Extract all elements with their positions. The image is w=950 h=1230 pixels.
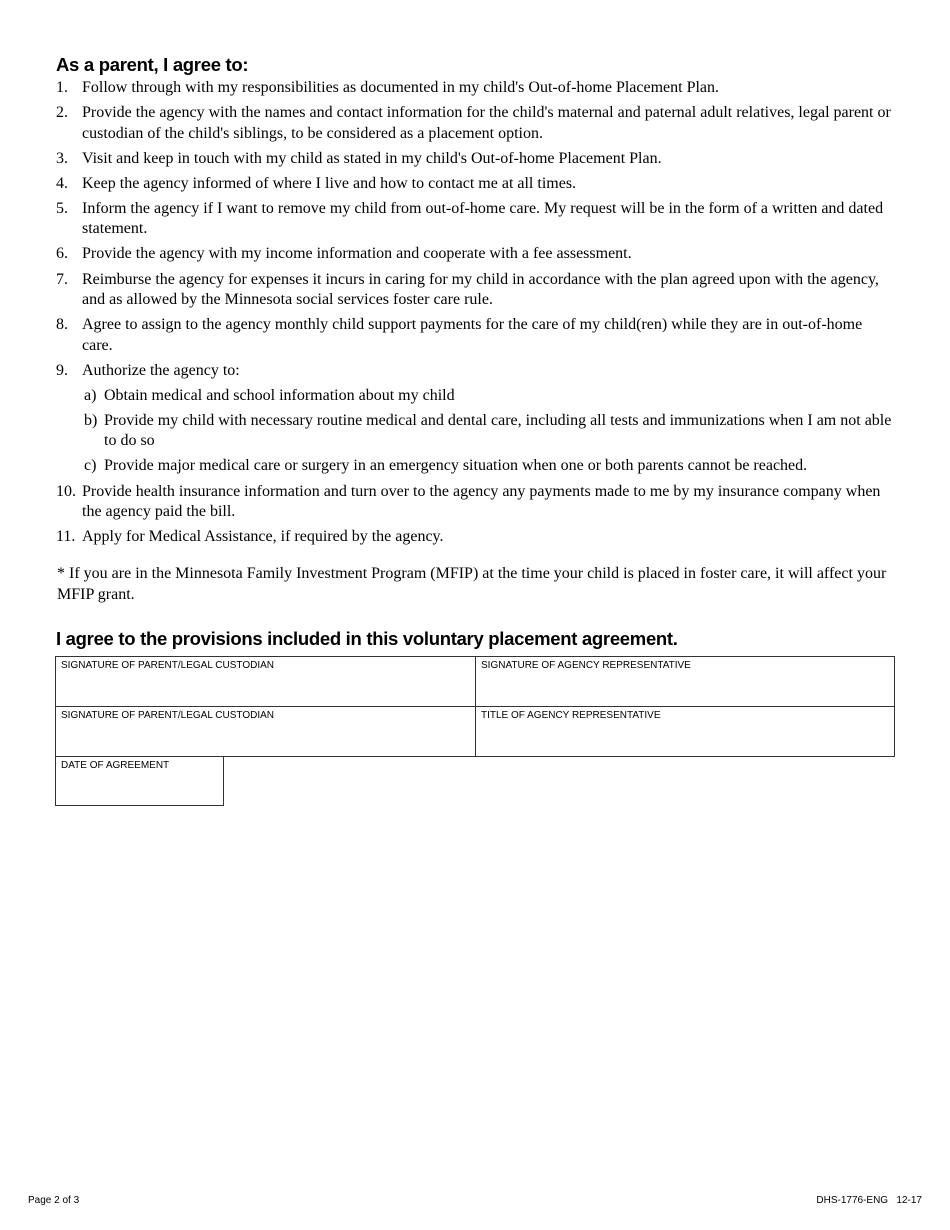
parent-agreement-heading: As a parent, I agree to:: [56, 54, 249, 75]
mfip-note: * If you are in the Minnesota Family Investment Program (MFIP) at the time your child is placed in foster care, it will affect your MFIP grant.: [57, 565, 887, 603]
parent-responsibilities-list: [56, 78, 892, 552]
parent-signature-field-2[interactable]: [55, 706, 476, 757]
item-number: 2.: [56, 104, 68, 122]
item-number: 8.: [56, 316, 68, 334]
list-item: [56, 103, 892, 144]
item-text: Reimburse the agency for expenses it incurs in caring for my child in accordance with the plan agreed upon with the agency, and as allowed by the Minnesota social services foster care rule.: [82, 270, 879, 309]
date-of-agreement-field[interactable]: [55, 756, 224, 806]
item-number: 4.: [56, 174, 68, 192]
authorization-sublist: [82, 386, 892, 477]
page-number: Page 2 of 3: [28, 1195, 80, 1206]
item-number: 5.: [56, 199, 68, 217]
item-text: Provide the agency with my income information and cooperate with a fee assessment.: [82, 245, 632, 263]
sub-item-text: Provide major medical care or surgery in an emergency situation when one or both parents cannot be reached.: [104, 457, 808, 475]
item-text: Follow through with my responsibilities as documented in my child's Out-of-home Placement Plan.: [82, 79, 720, 96]
item-text: Visit and keep in touch with my child as stated in my child's Out-of-home Placement Plan.: [82, 149, 662, 167]
item-text: Keep the agency informed of where I live and how to contact me at all times.: [82, 174, 577, 192]
list-item: [56, 199, 892, 240]
item-number: 6.: [56, 245, 68, 263]
agency-title-field[interactable]: [475, 706, 895, 757]
list-item: [56, 361, 892, 477]
sub-item-letter: c): [84, 457, 97, 475]
sub-list-item: [82, 386, 892, 407]
item-number: 3.: [56, 149, 68, 167]
item-number: 10.: [56, 482, 76, 500]
field-label: SIGNATURE OF PARENT/LEGAL CUSTODIAN: [61, 710, 274, 721]
field-label: SIGNATURE OF AGENCY REPRESENTATIVE: [481, 660, 691, 671]
sub-item-letter: b): [84, 411, 98, 429]
agency-signature-field[interactable]: [475, 656, 895, 707]
item-number: 9.: [56, 361, 68, 379]
list-item: [56, 527, 892, 548]
list-item: [56, 149, 892, 170]
field-label: SIGNATURE OF PARENT/LEGAL CUSTODIAN: [61, 660, 274, 671]
sub-item-text: Provide my child with necessary routine medical and dental care, including all tests and immunizations when I am not able to do so: [104, 411, 892, 450]
sub-list-item: [82, 411, 892, 452]
form-id: DHS-1776-ENG 12-17: [816, 1195, 922, 1206]
item-text: Provide the agency with the names and contact information for the child's maternal and paternal adult relatives, legal parent or custodian of the child's siblings, to be considered as a placement option.: [82, 104, 891, 142]
list-item: [56, 174, 892, 195]
sub-item-text: Obtain medical and school information about my child: [104, 386, 455, 404]
item-text: Provide health insurance information and turn over to the agency any payments made to me by my insurance company when the agency paid the bill.: [82, 482, 881, 521]
item-text: Apply for Medical Assistance, if required by the agency.: [82, 528, 444, 546]
list-item: [56, 78, 892, 99]
item-number: 7.: [56, 270, 68, 288]
list-item: [56, 270, 892, 311]
sub-item-letter: a): [84, 386, 97, 404]
item-number: 1.: [56, 79, 68, 96]
list-item: [56, 244, 892, 265]
item-number: 11.: [56, 528, 76, 546]
agreement-heading: I agree to the provisions included in this voluntary placement agreement.: [56, 628, 678, 649]
list-item: [56, 482, 892, 523]
parent-signature-field-1[interactable]: [55, 656, 476, 707]
item-text: Authorize the agency to:: [82, 361, 240, 379]
sub-list-item: [82, 456, 892, 477]
item-text: Agree to assign to the agency monthly child support payments for the care of my child(ren) while they are in out-of-home care.: [82, 316, 863, 354]
item-text: Inform the agency if I want to remove my child from out-of-home care. My request will be in the form of a written and dated statement.: [82, 199, 884, 238]
field-label: DATE OF AGREEMENT: [61, 760, 170, 771]
field-label: TITLE OF AGENCY REPRESENTATIVE: [481, 710, 661, 721]
list-item: [56, 315, 892, 356]
